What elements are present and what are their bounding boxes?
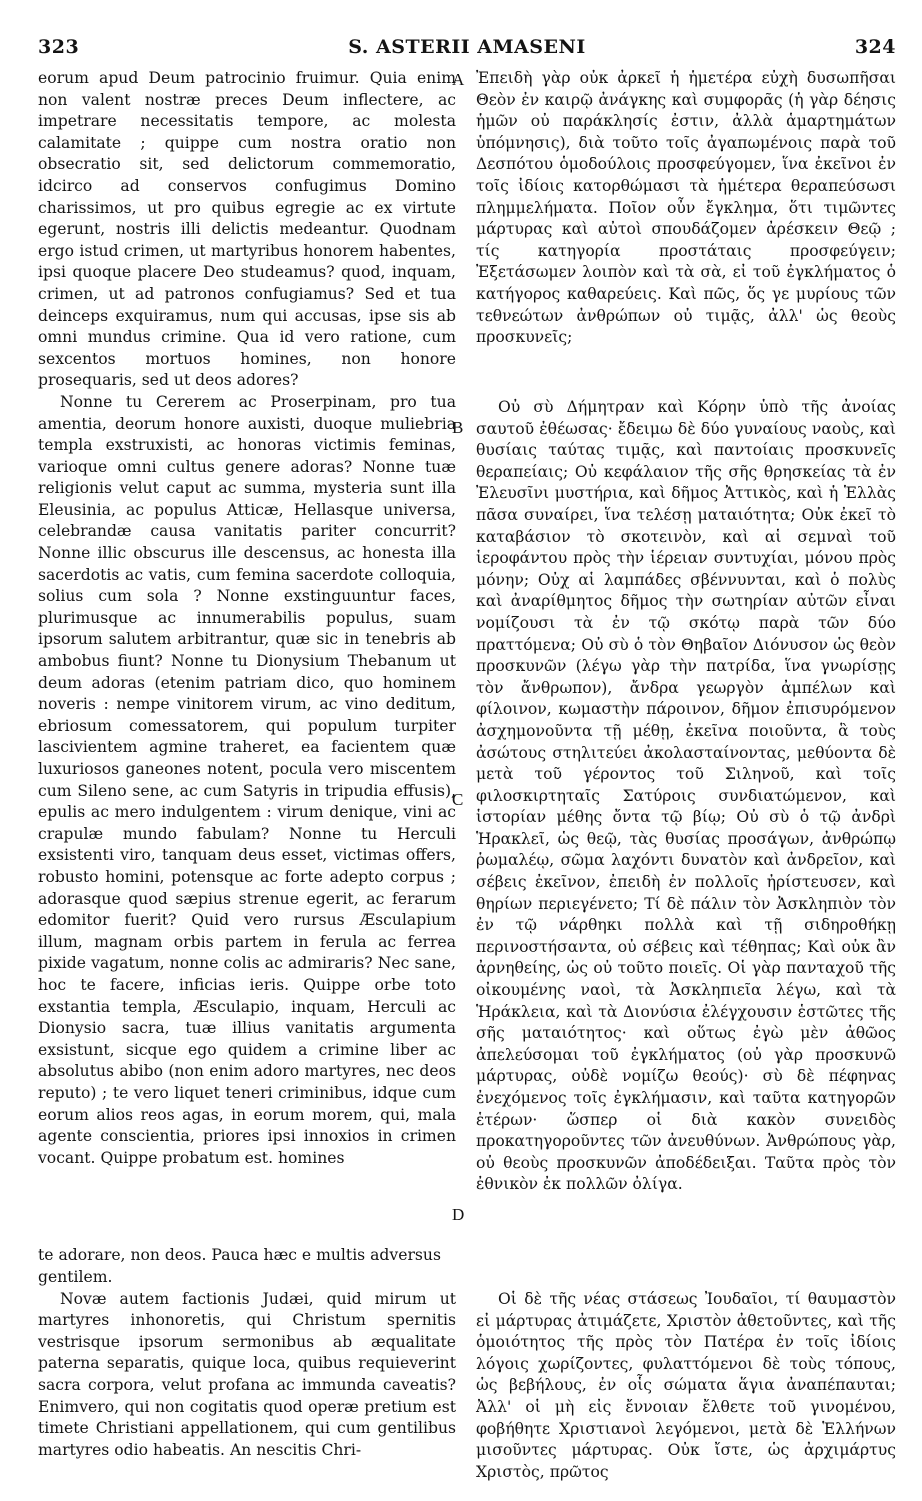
section-marker-b: B xyxy=(452,418,464,437)
greek-column-part-1 xyxy=(476,68,896,349)
full-width-line-text: te adorare, non deos. Pauca hæc e multis adversus xyxy=(38,1246,441,1264)
greek-paragraph-1: Ἐπειδὴ γὰρ οὐκ ἀρκεῖ ἡ ἡμετέρα εὐχὴ δυσωπῆσαι Θεὸν ἐν καιρῷ ἀνάγκης καὶ συμφορᾶς (ἡ γὰρ δέησις ἡμῶν οὐ παράκλησίς ἐστιν, ἀλλὰ ἁμαρτημάτων ὑπόμνησις), διὰ τοῦτο τοῖς ἀγαπωμένοις παρὰ τοῦ Δεσπότου ὁμοδούλοις προσφεύγομεν, ἵνα ἐκεῖνοι ἐν τοῖς ἰδίοις κατορθώμασι τὰ ἡμέτερα θεραπεύσωσι πλημμελήματα. Ποῖον οὖν ἔγκλημα, ὅτι τιμῶντες μάρτυρας καὶ αὐτοὶ σπουδάζομεν ἀρέσκειν Θεῷ ; τίς κατηγορία προστάταις προσφεύγειν; Ἐξετάσωμεν λοιπὸν καὶ τὰ σὰ, εἰ τοῦ ἐγκλήματος ὁ κατήγορος καθαρεύεις. Καὶ πῶς, ὅς γε μυρίους τῶν τεθνεώτων ἀνθρώπων οὐ τιμᾷς, ἀλλ' ὡς θεοὺς προσκυνεῖς; xyxy=(476,69,896,347)
full-width-line xyxy=(38,1245,896,1267)
latin-paragraph-2-end: gentilem. xyxy=(38,1268,113,1286)
greek-paragraph-2: Οὐ σὺ Δήμητραν καὶ Κόρην ὑπὸ τῆς ἀνοίας σαυτοῦ ἐθέωσας· ἔδειμω δὲ δύο γυναίους ναοὺς, καὶ θυσίαις ταύτας τιμᾷς, καὶ παντοίαις προσκυνεῖς θεραπείαις; Οὐ κεφάλαιον τῆς σῆς θρησκείας τὰ ἐν Ἐλευσῖνι μυστήρια, καὶ δῆμος Ἀττικὸς, καὶ ἡ Ἑλλὰς πᾶσα συναίρει, ἵνα τελέσῃ ματαιότητα; Οὐκ ἐκεῖ τὸ καταβάσιον τὸ σκοτεινὸν, καὶ αἱ σεμναὶ τοῦ ἱεροφάντου πρὸς τὴν ἱέρειαν συντυχίαι, μόνου πρὸς μόνην; Οὐχ αἱ λαμπάδες σβέννυνται, καὶ ὁ πολὺς καὶ ἀναρίθμητος δῆμος τὴν σωτηρίαν αὐτῶν εἶναι νομίζουσι τὰ ἐν τῷ σκότῳ παρὰ τῶν δύο πραττόμενα; Οὐ σὺ ὁ τὸν Θηβαῖον Διόνυσον ὡς θεὸν προσκυνῶν (λέγω γὰρ τὴν πατρίδα, ἵνα γνωρίσῃς τὸν ἄνθρωπον), ἄνδρα γεωργὸν ἀμπέλων καὶ φίλοινον, κωμαστὴν πάροινον, δῆμον ἐπισυρόμενον ἀσχημονοῦντα τῇ μέθῃ, ἐκεῖνα ποιοῦντα, ἃ τοὺς ἀσώτους στηλιτεύει ἀκολασταίνοντας, μεθύοντα δὲ μετὰ τοῦ γέροντος τοῦ Σιληνοῦ, καὶ τοῖς φιλοσκιρτηταῖς Σατύροις συνδιατώμενον, καὶ ἱστορίαν μέθης ὄντα τῷ βίῳ; Οὐ σὺ ὁ τῷ ἀνδρὶ Ἡρακλεῖ, ὡς θεῷ, τὰς θυσίας προσάγων, ἀνθρώπῳ ῥωμαλέῳ, σῶμα λαχόντι δυνατὸν καὶ ἀνδρεῖον, καὶ σέβεις ἐκεῖνον, ἐπειδὴ ἐν πολλοῖς ἠρίστευσεν, καὶ θηρίων περιεγένετο; Τί δὲ πάλιν τὸν Ἀσκληπιὸν τὸν ἐν τῷ νάρθηκι πολλὰ καὶ τῇ σιδηροθήκῃ περινοστήσαντα, οὐ σέβεις καὶ τέθηπας; Καὶ οὐκ ἂν ἀρνηθείης, ὡς οὐ τοῦτο ποιεῖς. Οἱ γὰρ πανταχοῦ τῆς οἰκουμένης ναοὶ, τὰ Ἀσκληπιεῖα λέγω, καὶ τὰ Ἡράκλεια, καὶ τὰ Διονύσια ἐλέγχουσιν ἑστῶτες τῆς σῆς ματαιότητος· καὶ οὕτως ἐγὼ μὲν ἀθῶος ἀπελεύσομαι τοῦ ἐγκλήματος (οὐ γὰρ προσκυνῶ μάρτυρας, οὐδὲ νομίζω θεούς)· σὺ δὲ πέφηνας ἐνεχόμενος τοῖς ἐγκλήμασιν, καὶ ταῦτα κατηγορῶν ἑτέρων· ὥσπερ οἱ διὰ κακὸν συνειδὸς προκατηγοροῦντες τῶν ἀνευθύνων. Ἀνθρώπους γὰρ, οὐ θεοὺς προσκυνῶν ἀποδέδειξαι. Ταῦτα πρὸς τὸν ἐθνικὸν ἐκ πολλῶν ὀλίγα. xyxy=(476,398,896,1194)
section-marker-a: A xyxy=(452,70,465,89)
latin-paragraph-1: eorum apud Deum patrocinio fruimur. Quia enim non valent nostræ preces Deum inflectere, ac impetrare necessitatis tempore, ac molesta calamitate ; quippe cum nostra oratio non obsecratio sit, sed delictorum commemoratio, idcirco ad conservos confugimus Domino charissimos, ut pro quibus egregie ac ex virtute egerunt, nostris illi delictis medeantur. Quodnam ergo istud crimen, ut martyribus honorem habentes, ipsi quoque placere Deo studeamus? quod, inquam, crimen, ut ad patronos confugiamus? Sed et tua deinceps exquiramus, num qui accusas, ipse sis ab omni mundus crimine. Qua id vero ratione, cum sexcentos mortuos homines, non honore prosequaris, sed ut deos adores? xyxy=(38,69,456,390)
latin-paragraph-3: Novæ autem factionis Judæi, quid mirum ut martyres inhonoretis, qui Christum spernitis vestrisque ipsorum sermonibus ab æqualitate paterna separatis, quique loca, quibus requieverint sacra corpora, velut profana ac immunda caveatis? Enimvero, qui non cogitatis quod operæ pretium est timete Christiani appellationem, qui cum gentilibus martyres odio habeatis. An nescitis Chri- xyxy=(38,1289,456,1459)
greek-column-part-2 xyxy=(476,397,896,1196)
latin-paragraph-2: Nonne tu Cererem ac Proserpinam, pro tua amentia, deorum honore auxisti, duoque muliebria templa exstruxisti, ac honoras victimis feminas, varioque omni cultus genere adoras? Nonne tuæ religionis velut caput ac summa, mysteria sunt illa Eleusinia, ac populus Atticæ, Hellasque universa, celebrandæ causa vanitatis pariter concurrit? Nonne illic obscurus ille descensus, ac honesta illa sacerdotis ac vatis, cum femina sacerdote colloquia, solius cum sola ? Nonne exstinguuntur faces, plurimusque ac innumerabilis populus, suam ipsorum salutem arbitrantur, quæ sic in tenebris ab ambobus fiunt? Nonne tu Dionysium Thebanum ut deum adoras (etenim patriam dico, quo hominem noveris : nempe vinitorem virum, ac vino deditum, ebriosum comessatorem, qui populum turpiter lascivientem agmine traheret, ea facientem quæ luxuriosos ganeones notent, pocula vero miscentem cum Sileno sene, ac cum Satyris in tripudia effusis), epulis ac mero indulgentem : virum denique, vini ac crapulæ mundo fabulam? Nonne tu Herculi exsistenti viro, tanquam deus esset, victimas offers, robusto homini, potensque ac forte adepto corpus ; adorasque quod sæpius strenue egerit, ac ferarum edomitor fuerit? Quid vero rursus Æsculapium illum, magnam orbis partem in ferula ac ferrea pixide vagatum, nonne colis ac admiraris? Nec sane, hoc te facere, inficias ieris. Quippe orbe toto exstantia templa, Æsculapio, inquam, Herculi ac Dionysio sacra, tuæ illius vanitatis argumenta exsistunt, sicque ego quidem a crimine liber ac absolutus abibo (non enim adoro martyres, nec deos reputo) ; te vero liquet teneri criminibus, idque cum eorum alios reos agas, in eorum morem, qui, mala agente conscientia, priores ipsi innoxios in crimen vocant. Quippe probatum est. homines xyxy=(38,392,456,1167)
section-marker-c: C xyxy=(452,790,464,809)
page-number-right: 324 xyxy=(854,36,896,58)
latin-column-upper xyxy=(38,68,456,1169)
running-header xyxy=(38,36,896,66)
greek-column-part-3 xyxy=(476,1289,896,1483)
running-title: S. ASTERII AMASENI xyxy=(348,36,586,58)
latin-column-lower xyxy=(38,1267,456,1461)
section-marker-d: D xyxy=(452,1205,465,1224)
greek-paragraph-3: Οἱ δὲ τῆς νέας στάσεως Ἰουδαῖοι, τί θαυμαστὸν εἰ μάρτυρας ἀτιμάζετε, Χριστὸν ἀθετοῦντες, καὶ τῆς ὁμοιότητος τῆς πρὸς τὸν Πατέρα ἐν τοῖς ἰδίοις λόγοις χωρίζοντες, φυλαττόμενοι δὲ τοὺς τόπους, ὡς βεβήλους, ἐν οἷς σώματα ἅγια ἀναπέπαυται; Ἀλλ' οἱ μὴ εἰς ἔννοιαν ἔλθετε τοῦ γινομένου, φοβήθητε Χριστιανοὶ λεγόμενοι, μετὰ δὲ Ἑλλήνων μισοῦντες μάρτυρας. Οὐκ ἴστε, ὡς ἀρχιμάρτυς Χριστὸς, πρῶτος xyxy=(476,1290,896,1481)
page-number-left: 323 xyxy=(38,36,80,58)
